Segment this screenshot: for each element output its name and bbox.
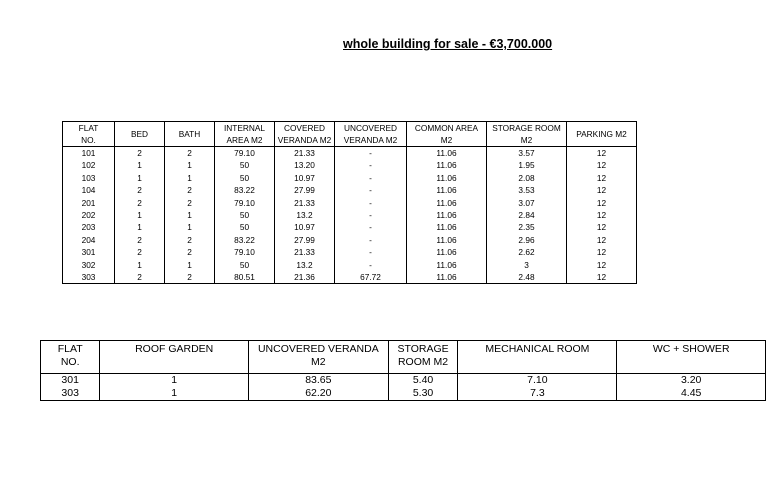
table-cell: 11.06	[407, 147, 487, 160]
table-row	[63, 147, 637, 160]
table-cell: 103	[63, 172, 115, 184]
table-cell: 2.35	[487, 221, 567, 233]
table-cell: 12	[567, 259, 637, 271]
table-cell: 2	[165, 184, 215, 196]
column-header	[165, 122, 215, 147]
table-cell: 101	[63, 147, 115, 160]
column-header-label: BATH	[178, 129, 201, 139]
table-cell: 3.07	[487, 197, 567, 209]
column-header	[458, 341, 617, 374]
column-header-label: NO.	[81, 135, 96, 145]
table-cell: 4.45	[617, 387, 766, 401]
table-body	[41, 374, 766, 401]
table-cell: -	[335, 147, 407, 160]
table-cell: 83.22	[215, 234, 275, 246]
table-body	[63, 147, 637, 284]
table-row	[63, 209, 637, 221]
table-row	[63, 271, 637, 284]
table-cell: 3.57	[487, 147, 567, 160]
table-row	[41, 374, 766, 388]
table-cell: 10.97	[275, 221, 335, 233]
page-title: whole building for sale - €3,700.000	[343, 37, 553, 51]
table-cell: 1	[115, 221, 165, 233]
table-cell: 7.10	[458, 374, 617, 388]
column-header-label: WC + SHOWER	[652, 343, 730, 355]
column-header	[487, 122, 567, 147]
column-header	[41, 341, 100, 374]
table-row	[63, 221, 637, 233]
table-cell: 3	[487, 259, 567, 271]
table-cell: -	[335, 221, 407, 233]
table-cell: 1	[100, 374, 249, 388]
table-cell: 11.06	[407, 184, 487, 196]
table-row	[63, 159, 637, 171]
table-cell: 3.53	[487, 184, 567, 196]
table-cell: 11.06	[407, 159, 487, 171]
table-cell: 2	[115, 234, 165, 246]
table-header-row	[63, 122, 637, 147]
column-header-label: VERANDA M2	[343, 135, 398, 145]
table-cell: 50	[215, 159, 275, 171]
units-table	[62, 121, 637, 284]
column-header	[388, 341, 458, 374]
table-cell: 1	[165, 221, 215, 233]
table-cell: -	[335, 159, 407, 171]
table-cell: 12	[567, 209, 637, 221]
table-cell: 79.10	[215, 246, 275, 258]
table-cell: 11.06	[407, 234, 487, 246]
table-cell: 13.2	[275, 209, 335, 221]
table-cell: 104	[63, 184, 115, 196]
table-cell: 1	[165, 209, 215, 221]
table-cell: 2	[165, 197, 215, 209]
table-cell: 50	[215, 209, 275, 221]
table-cell: 2	[165, 234, 215, 246]
table-cell: 11.06	[407, 271, 487, 284]
table-cell: 2.84	[487, 209, 567, 221]
table-header-row	[41, 341, 766, 374]
table-cell: 303	[41, 387, 100, 401]
table-row	[63, 172, 637, 184]
table-cell: 27.99	[275, 234, 335, 246]
column-header-label: VERANDA M2	[277, 135, 332, 145]
table-cell: 301	[41, 374, 100, 388]
table-row	[41, 387, 766, 401]
column-header-label: NO.	[60, 356, 80, 368]
column-header	[115, 122, 165, 147]
table-cell: 201	[63, 197, 115, 209]
table-cell: 2.62	[487, 246, 567, 258]
table-row	[63, 259, 637, 271]
table-cell: 1	[100, 387, 249, 401]
table-cell: 3.20	[617, 374, 766, 388]
column-header-label: COVERED	[283, 123, 326, 133]
table-row	[63, 184, 637, 196]
column-header-label: FLAT	[78, 123, 99, 133]
table-cell: 2	[115, 197, 165, 209]
table-cell: 62.20	[249, 387, 389, 401]
column-header-label: BED	[130, 129, 149, 139]
table-cell: 2	[115, 246, 165, 258]
table-cell: 12	[567, 221, 637, 233]
column-header-label: ROOM M2	[397, 356, 449, 368]
table-cell: 11.06	[407, 259, 487, 271]
column-header-label: UNCOVERED	[343, 123, 397, 133]
table-cell: 1	[165, 172, 215, 184]
table-cell: 102	[63, 159, 115, 171]
column-header	[215, 122, 275, 147]
table-cell: 1	[115, 159, 165, 171]
table-cell: -	[335, 246, 407, 258]
table-cell: 2.96	[487, 234, 567, 246]
column-header-label: M2	[520, 135, 533, 145]
column-header-label: M2	[311, 356, 326, 368]
table-cell: 12	[567, 159, 637, 171]
table-cell: 1	[165, 259, 215, 271]
column-header-label: STORAGE ROOM	[492, 123, 561, 133]
table-cell: 2	[165, 271, 215, 284]
table-cell: 203	[63, 221, 115, 233]
table-cell: 11.06	[407, 221, 487, 233]
table-cell: 21.33	[275, 246, 335, 258]
table-cell: 12	[567, 197, 637, 209]
table-cell: 13.2	[275, 259, 335, 271]
column-header-label: ROOF GARDEN	[135, 343, 214, 355]
table-cell: 303	[63, 271, 115, 284]
table-cell: 50	[215, 172, 275, 184]
column-header-label: STORAGE	[397, 343, 449, 355]
table-row	[63, 197, 637, 209]
table-cell: 11.06	[407, 209, 487, 221]
table-cell: 12	[567, 147, 637, 160]
table-cell: 7.3	[458, 387, 617, 401]
table-cell: 79.10	[215, 147, 275, 160]
table-cell: 21.36	[275, 271, 335, 284]
column-header-label: COMMON AREA	[414, 123, 479, 133]
table-row	[63, 234, 637, 246]
table-cell: 1	[165, 159, 215, 171]
column-header-label: PARKING M2	[576, 129, 627, 139]
table-cell: 5.40	[388, 374, 458, 388]
column-header-label: M2	[440, 135, 453, 145]
table-cell: -	[335, 234, 407, 246]
table-cell: 11.06	[407, 246, 487, 258]
column-header	[63, 122, 115, 147]
table-cell: 67.72	[335, 271, 407, 284]
column-header-label: INTERNAL	[223, 123, 266, 133]
table-cell: 2	[115, 184, 165, 196]
table-cell: 202	[63, 209, 115, 221]
table-cell: 79.10	[215, 197, 275, 209]
column-header	[249, 341, 389, 374]
column-header-label: UNCOVERED VERANDA	[257, 343, 379, 355]
column-header-label: MECHANICAL ROOM	[485, 343, 590, 355]
table-cell: 302	[63, 259, 115, 271]
column-header	[275, 122, 335, 147]
table-cell: 83.22	[215, 184, 275, 196]
column-header	[617, 341, 766, 374]
table-cell: 21.33	[275, 147, 335, 160]
table-cell: -	[335, 259, 407, 271]
table-cell: -	[335, 209, 407, 221]
column-header	[407, 122, 487, 147]
table-cell: -	[335, 172, 407, 184]
column-header	[335, 122, 407, 147]
table-cell: 2	[165, 246, 215, 258]
table-cell: 2	[115, 147, 165, 160]
table-cell: 50	[215, 221, 275, 233]
table-cell: 204	[63, 234, 115, 246]
table-cell: 12	[567, 246, 637, 258]
table-cell: 13.20	[275, 159, 335, 171]
table-cell: 10.97	[275, 172, 335, 184]
table-cell: 2	[115, 271, 165, 284]
column-header	[100, 341, 249, 374]
table-cell: -	[335, 197, 407, 209]
table-cell: 1.95	[487, 159, 567, 171]
column-header	[567, 122, 637, 147]
table-cell: 50	[215, 259, 275, 271]
column-header-label: FLAT	[57, 343, 83, 355]
table-cell: 83.65	[249, 374, 389, 388]
table-cell: 27.99	[275, 184, 335, 196]
table-cell: 80.51	[215, 271, 275, 284]
table-cell: 12	[567, 172, 637, 184]
table-cell: 11.06	[407, 172, 487, 184]
table-cell: 2.08	[487, 172, 567, 184]
table-cell: 12	[567, 234, 637, 246]
table-cell: 1	[115, 209, 165, 221]
table-cell: 21.33	[275, 197, 335, 209]
table-cell: 11.06	[407, 197, 487, 209]
extras-table	[40, 340, 766, 401]
table-cell: 2	[165, 147, 215, 160]
table-cell: 5.30	[388, 387, 458, 401]
table-cell: 12	[567, 271, 637, 284]
column-header-label: AREA M2	[226, 135, 263, 145]
table-cell: 301	[63, 246, 115, 258]
table-cell: 2.48	[487, 271, 567, 284]
table-cell: 1	[115, 259, 165, 271]
table-row	[63, 246, 637, 258]
table-cell: 1	[115, 172, 165, 184]
table-cell: 12	[567, 184, 637, 196]
table-cell: -	[335, 184, 407, 196]
